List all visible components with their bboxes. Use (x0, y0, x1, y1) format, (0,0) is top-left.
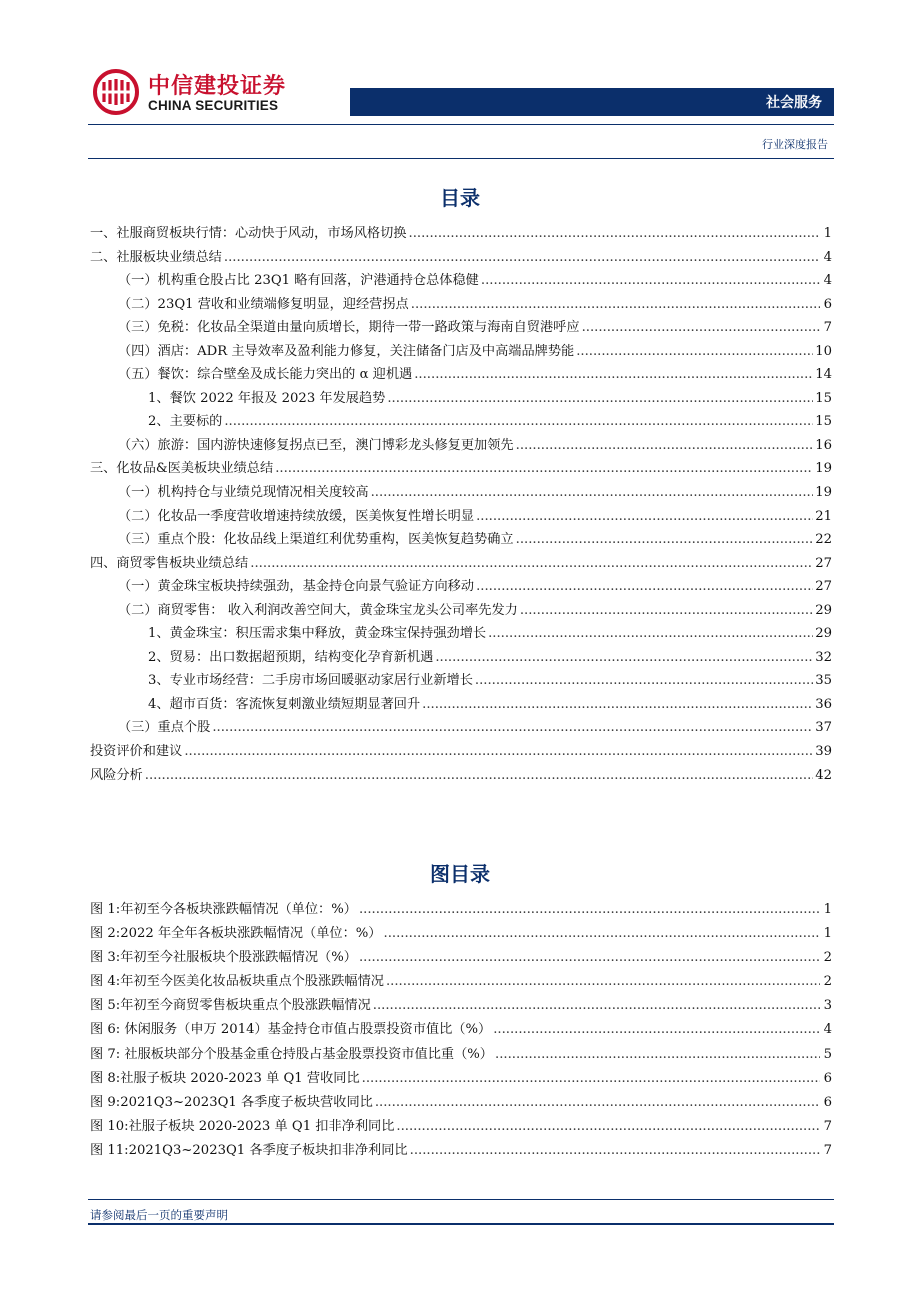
toc-entry[interactable] (90, 1043, 832, 1067)
toc-entry-page-number: 37 (815, 720, 832, 736)
toc-entry-title: 投资评价和建议 (90, 744, 183, 760)
toc-title: 目录 (440, 186, 480, 210)
toc-entry[interactable] (90, 316, 832, 340)
toc-entry-page-number: 1 (823, 926, 832, 942)
footer-divider (88, 1199, 834, 1200)
toc-entry-title: 3、专业市场经营：二手房市场回暖驱动家居行业新增长 (148, 673, 473, 689)
toc-entry-title: 风险分析 (90, 767, 143, 783)
toc-entry-page-number: 21 (815, 508, 832, 524)
toc-entry-title: 4、超市百货：客流恢复刺激业绩短期显著回升 (148, 696, 421, 712)
dot-leader (435, 646, 813, 669)
dot-leader (359, 946, 820, 969)
toc-entry-title: 图 1:年初至今各板块涨跌幅情况（单位：%） (90, 902, 357, 917)
toc-entry-title: （四）酒店：ADR 主导效率及盈利能力修复，关注储备门店及中高端品牌势能 (118, 343, 575, 359)
toc-entry-title: 图 4:年初至今医美化妆品板块重点个股涨跌幅情况 (90, 974, 384, 990)
toc-entry[interactable] (90, 387, 832, 411)
toc-entry-page-number: 32 (815, 649, 832, 665)
toc-entry-page-number: 6 (823, 1070, 832, 1086)
toc-entry[interactable] (90, 764, 832, 788)
dot-leader (410, 1139, 820, 1162)
toc-entry[interactable] (90, 1067, 832, 1091)
toc-entry-page-number: 16 (815, 437, 832, 453)
toc-entry-page-number: 4 (823, 273, 832, 289)
toc-entry[interactable] (90, 716, 832, 740)
toc-entry-page-number: 22 (815, 532, 832, 548)
toc-entry[interactable] (90, 505, 832, 529)
toc-entry[interactable] (90, 293, 832, 317)
toc-entry-page-number: 27 (815, 579, 832, 595)
figure-table-of-contents (90, 898, 832, 1163)
dot-leader (145, 764, 813, 787)
toc-entry[interactable] (90, 1139, 832, 1163)
toc-entry-title: 二、社服板块业绩总结 (90, 249, 222, 265)
brand-name-cn: 中信建投证券 (148, 74, 287, 99)
dot-leader (475, 669, 813, 692)
dot-leader (422, 693, 813, 716)
toc-entry-title: （三）重点个股：化妆品线上渠道红利优势重构，医美恢复趋势确立 (118, 532, 514, 548)
dot-leader (386, 970, 820, 993)
report-type: 行业深度报告 (762, 138, 828, 151)
toc-entry[interactable] (90, 646, 832, 670)
toc-entry-title: 1、餐饮 2022 年报及 2023 年发展趋势 (148, 390, 386, 406)
toc-entry-title: （六）旅游：国内游快速修复拐点已至，澳门博彩龙头修复更加领先 (118, 437, 514, 453)
toc-entry-page-number: 2 (823, 974, 832, 990)
toc-entry-title: 图 2:2022 年全年各板块涨跌幅情况（单位：%） (90, 926, 382, 942)
toc-entry[interactable] (90, 946, 832, 970)
dot-leader (411, 293, 820, 316)
dot-leader (359, 898, 820, 921)
toc-entry-title: （三）免税：化妆品全渠道由量向质增长，期待一带一路政策与海南自贸港呼应 (118, 320, 580, 336)
dot-leader (224, 410, 813, 433)
toc-entry[interactable] (90, 552, 832, 576)
toc-entry-title: （五）餐饮：综合壁垒及成长能力突出的 α 迎机遇 (118, 367, 413, 383)
toc-entry-title: 2、主要标的 (148, 414, 223, 430)
toc-entry-page-number: 4 (823, 1022, 832, 1038)
toc-entry-page-number: 5 (823, 1046, 832, 1062)
toc-entry-page-number: 39 (815, 744, 832, 760)
toc-entry[interactable] (90, 269, 832, 293)
toc-entry-page-number: 35 (815, 673, 832, 689)
dot-leader (396, 1115, 820, 1138)
toc-entry-page-number: 29 (815, 626, 832, 642)
toc-entry-title: 图 11:2021Q3~2023Q1 各季度子板块扣非净利同比 (90, 1142, 408, 1158)
figure-toc-title: 图目录 (430, 862, 490, 886)
sector-label: 社会服务 (766, 95, 822, 111)
dot-leader (184, 740, 813, 763)
toc-entry-title: （一）机构重仓股占比 23Q1 略有回落，沪港通持仓总体稳健 (118, 273, 479, 289)
dot-leader (493, 1018, 820, 1041)
toc-entry[interactable] (90, 340, 832, 364)
dot-leader (576, 340, 813, 363)
toc-entry-page-number: 15 (815, 414, 832, 430)
dot-leader (384, 922, 821, 945)
toc-entry[interactable] (90, 481, 832, 505)
toc-entry-title: （一）黄金珠宝板块持续强劲，基金持仓向景气验证方向移动 (118, 579, 475, 595)
dot-leader (212, 716, 813, 739)
toc-entry-title: 图 8:社服子板块 2020-2023 单 Q1 营收同比 (90, 1070, 360, 1086)
toc-entry-page-number: 15 (815, 390, 832, 406)
dot-leader (481, 269, 820, 292)
toc-entry-title: 图 9:2021Q3~2023Q1 各季度子板块营收同比 (90, 1094, 373, 1110)
toc-entry[interactable] (90, 599, 832, 623)
toc-entry[interactable] (90, 622, 832, 646)
dot-leader (495, 1043, 820, 1066)
dot-leader (371, 481, 814, 504)
toc-entry[interactable] (90, 528, 832, 552)
toc-entry-page-number: 3 (823, 998, 832, 1014)
toc-entry-title: 2、贸易：出口数据超预期，结构变化孕育新机遇 (148, 649, 434, 665)
toc-entry[interactable] (90, 575, 832, 599)
toc-entry-title: 1、黄金珠宝：积压需求集中释放，黄金珠宝保持强劲增长 (148, 626, 487, 642)
toc-entry-page-number: 6 (823, 296, 832, 312)
toc-entry[interactable] (90, 1115, 832, 1139)
toc-entry-title: 图 7: 社服板块部分个股基金重仓持股占基金股票投资市值比重（%） (90, 1046, 493, 1062)
toc-entry[interactable] (90, 693, 832, 717)
brand-name-en: CHINA SECURITIES (148, 98, 279, 113)
china-securities-logo-icon (92, 68, 140, 116)
toc-entry-page-number: 19 (815, 485, 832, 501)
dot-leader (362, 1067, 820, 1090)
toc-entry[interactable] (90, 434, 832, 458)
dot-leader (516, 528, 814, 551)
footer-disclaimer-note: 请参阅最后一页的重要声明 (90, 1208, 228, 1222)
toc-entry-page-number: 1 (823, 902, 832, 917)
toc-entry-title: （二）化妆品一季度营收增速持续放缓，医美恢复性增长明显 (118, 508, 475, 524)
subheader-divider (88, 158, 834, 159)
toc-entry-title: 四、商贸零售板块业绩总结 (90, 555, 249, 571)
dot-leader (488, 622, 813, 645)
toc-entry-page-number: 7 (823, 1118, 832, 1134)
dot-leader (224, 246, 820, 269)
toc-entry-page-number: 14 (815, 367, 832, 383)
toc-entry-page-number: 6 (823, 1094, 832, 1110)
toc-entry-title: （二）商贸零售： 收入利润改善空间大，黄金珠宝龙头公司率先发力 (118, 602, 518, 618)
toc-entry-title: （三）重点个股 (118, 720, 211, 736)
toc-entry[interactable] (90, 922, 832, 946)
dot-leader (476, 505, 813, 528)
dot-leader (520, 599, 813, 622)
toc-entry[interactable] (90, 246, 832, 270)
toc-entry-title: 图 5:年初至今商贸零售板块重点个股涨跌幅情况 (90, 998, 371, 1014)
toc-entry-page-number: 7 (823, 320, 832, 336)
header-divider (88, 124, 834, 125)
dot-leader (516, 434, 814, 457)
toc-entry-page-number: 10 (815, 343, 832, 359)
toc-entry-title: 一、社服商贸板块行情：心动快于风动，市场风格切换 (90, 226, 407, 241)
toc-entry[interactable] (90, 222, 832, 246)
toc-entry-page-number: 7 (823, 1142, 832, 1158)
toc-entry-page-number: 2 (823, 950, 832, 966)
footer-bottom-divider (88, 1223, 834, 1225)
toc-entry-title: 图 3:年初至今社服板块个股涨跌幅情况（%） (90, 950, 357, 966)
toc-entry[interactable] (90, 970, 832, 994)
toc-entry-page-number: 4 (823, 249, 832, 265)
toc-entry-page-number: 29 (815, 602, 832, 618)
toc-entry[interactable] (90, 669, 832, 693)
dot-leader (476, 575, 813, 598)
dot-leader (275, 457, 813, 480)
toc-entry-page-number: 1 (823, 226, 832, 241)
toc-entry[interactable] (90, 994, 832, 1018)
toc-entry[interactable] (90, 410, 832, 434)
toc-entry[interactable] (90, 363, 832, 387)
table-of-contents (90, 222, 832, 787)
dot-leader (373, 994, 820, 1017)
toc-entry[interactable] (90, 1018, 832, 1042)
toc-entry-page-number: 19 (815, 461, 832, 477)
dot-leader (387, 387, 813, 410)
toc-entry[interactable] (90, 898, 832, 922)
toc-entry-page-number: 42 (815, 767, 832, 783)
toc-entry-page-number: 36 (815, 696, 832, 712)
dot-leader (582, 316, 820, 339)
toc-entry-page-number: 27 (815, 555, 832, 571)
toc-entry-title: （二）23Q1 营收和业绩端修复明显，迎经营拐点 (118, 296, 409, 312)
dot-leader (414, 363, 813, 386)
toc-entry-title: 图 6: 休闲服务（申万 2014）基金持仓市值占股票投资市值比（%） (90, 1022, 492, 1038)
toc-entry[interactable] (90, 457, 832, 481)
dot-leader (250, 552, 813, 575)
toc-entry-title: 三、化妆品&医美板块业绩总结 (90, 461, 274, 477)
toc-entry[interactable] (90, 740, 832, 764)
sector-banner (350, 88, 834, 116)
toc-entry-title: 图 10:社服子板块 2020-2023 单 Q1 扣非净利同比 (90, 1118, 395, 1134)
dot-leader (375, 1091, 820, 1114)
dot-leader (409, 222, 821, 245)
toc-entry[interactable] (90, 1091, 832, 1115)
toc-entry-title: （一）机构持仓与业绩兑现情况相关度较高 (118, 485, 369, 501)
